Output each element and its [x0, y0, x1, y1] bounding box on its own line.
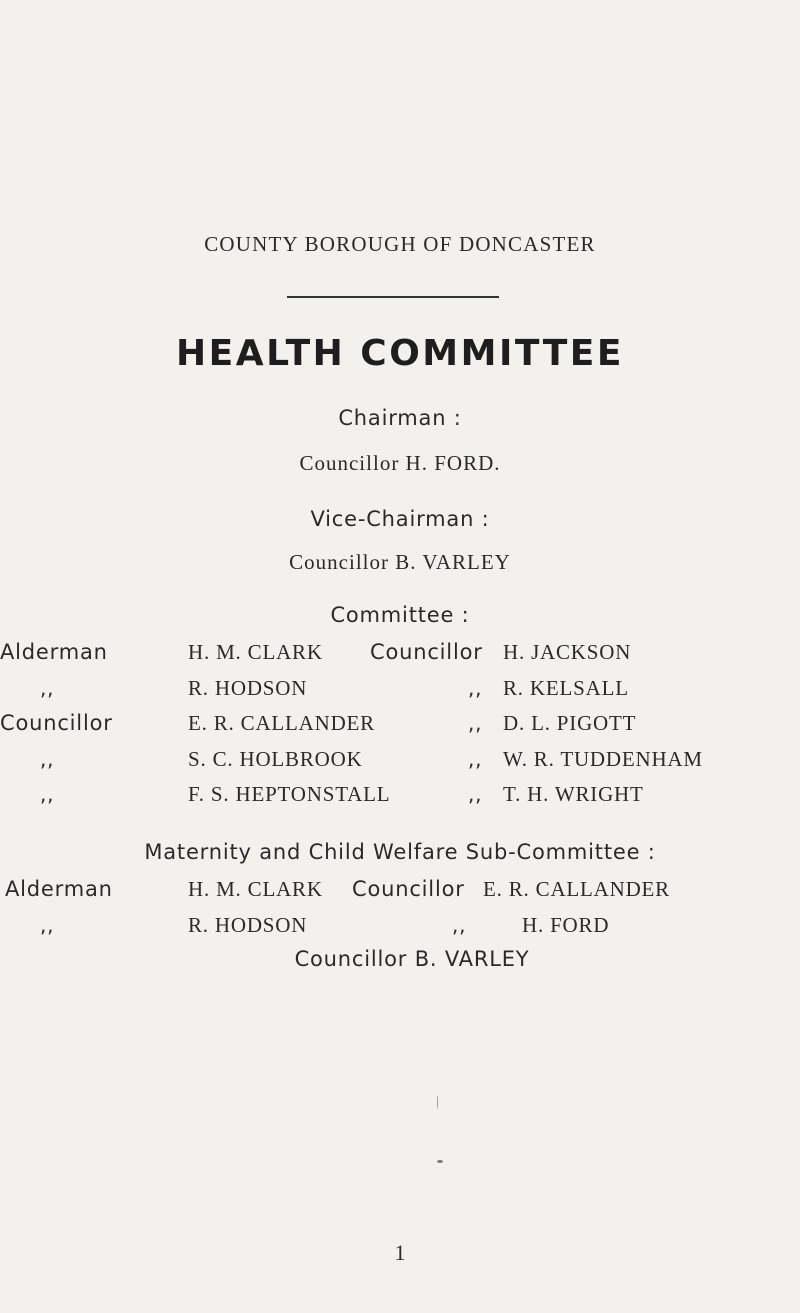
subcommittee-row-2-name-left: R. HODSON	[188, 913, 308, 937]
committee-row-2-name-left: R. HODSON	[188, 676, 308, 700]
committee-row-1-title-right: Councillor	[370, 640, 483, 664]
chairman-name: Councillor H. FORD.	[299, 451, 501, 475]
committee-row-1-title-left: Alderman	[0, 640, 108, 664]
committee-row-5-title-right: ,,	[468, 782, 483, 806]
committee-row-4-name-right: W. R. TUDDENHAM	[503, 747, 703, 771]
divider-rule	[287, 296, 499, 298]
subcommittee-row-1-name-right: E. R. CALLANDER	[483, 877, 670, 901]
subcommittee-row-1-name-left: H. M. CLARK	[188, 877, 323, 901]
subcommittee-label: Maternity and Child Welfare Sub-Committee :	[144, 840, 656, 864]
vice-chairman-name: Councillor B. VARLEY	[289, 550, 511, 574]
committee-row-3-name-right: D. L. PIGOTT	[503, 711, 637, 735]
subcommittee-row-1-title-left: Alderman	[5, 877, 113, 901]
committee-row-4-title-left: ,,	[40, 747, 55, 771]
committee-row-3-name-left: E. R. CALLANDER	[188, 711, 375, 735]
subcommittee-row-1-title-right: Councillor	[352, 877, 465, 901]
scan-speck	[437, 1160, 443, 1163]
vice-chairman-label: Vice-Chairman :	[310, 507, 490, 531]
committee-row-5-title-left: ,,	[40, 782, 55, 806]
committee-row-4-title-right: ,,	[468, 747, 483, 771]
subcommittee-row-2-name-right: H. FORD	[522, 913, 610, 937]
committee-row-2-title-left: ,,	[40, 676, 55, 700]
committee-row-1-name-right: H. JACKSON	[503, 640, 632, 664]
subcommittee-row-2-title-right: ,,	[452, 913, 467, 937]
page-title: HEALTH COMMITTEE	[176, 333, 624, 374]
committee-row-3-title-right: ,,	[468, 711, 483, 735]
chairman-label: Chairman :	[338, 406, 462, 430]
committee-row-5-name-left: F. S. HEPTONSTALL	[188, 782, 391, 806]
committee-label: Committee :	[330, 603, 470, 627]
subcommittee-row-2-title-left: ,,	[40, 913, 55, 937]
subcommittee-last-member: Councillor B. VARLEY	[294, 947, 530, 971]
committee-row-1-name-left: H. M. CLARK	[188, 640, 323, 664]
page-number: 1	[394, 1240, 406, 1265]
committee-row-4-name-left: S. C. HOLBROOK	[188, 747, 363, 771]
committee-row-3-title-left: Councillor	[0, 711, 113, 735]
committee-row-2-title-right: ,,	[468, 676, 483, 700]
document-header: COUNTY BOROUGH OF DONCASTER	[204, 232, 596, 256]
committee-row-5-name-right: T. H. WRIGHT	[503, 782, 644, 806]
committee-row-2-name-right: R. KELSALL	[503, 676, 629, 700]
scan-speck	[437, 1095, 438, 1109]
